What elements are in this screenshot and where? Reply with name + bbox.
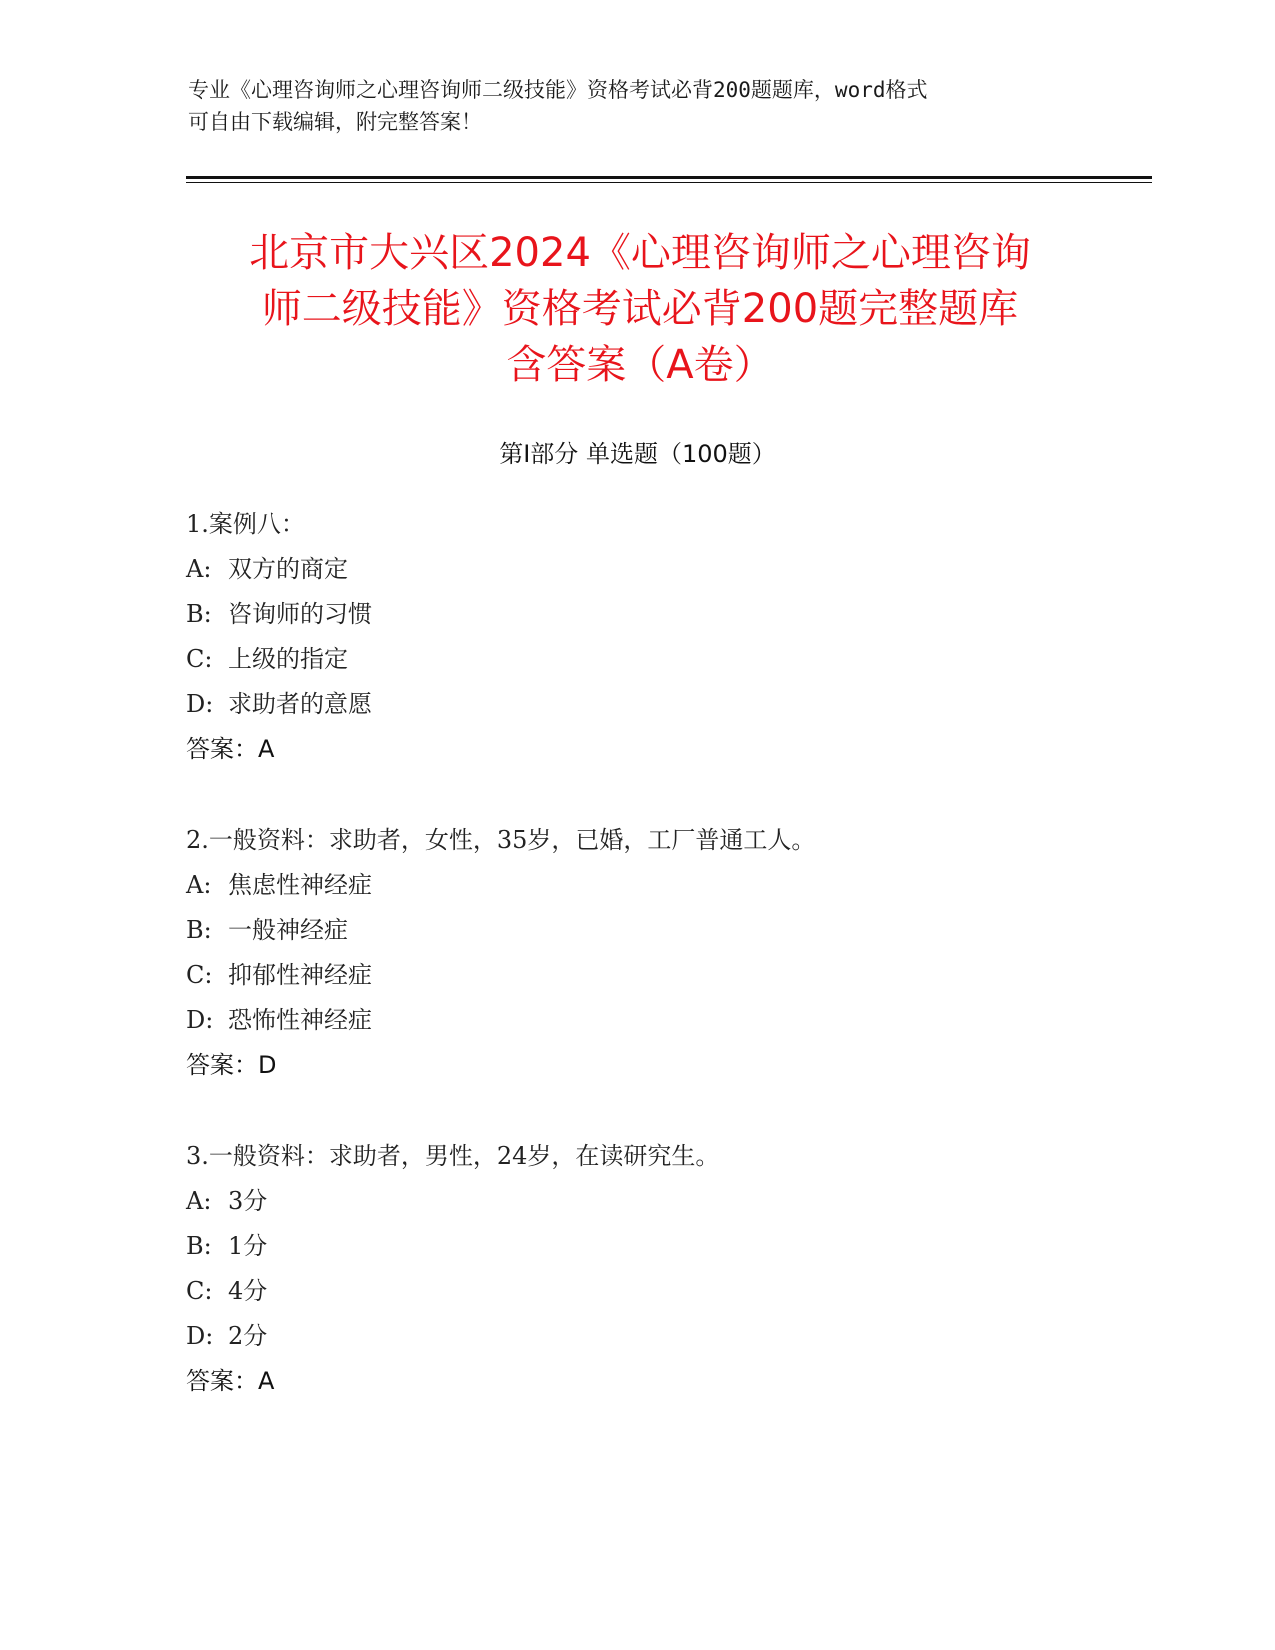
title-line: 含答案（A卷）: [506, 342, 774, 388]
question-option: [186, 547, 1146, 592]
question-option: [186, 863, 1146, 908]
option-text: 双方的商定: [228, 555, 348, 583]
question-answer: 答案：D: [186, 1051, 277, 1079]
option-text: 3分: [228, 1187, 268, 1215]
option-text: 咨询师的习惯: [228, 600, 372, 628]
question-answer: 答案：A: [186, 1367, 275, 1395]
option-letter: C:: [186, 1277, 213, 1305]
question-option: [186, 998, 1146, 1043]
header-note-line: 可自由下载编辑，附完整答案！: [188, 110, 482, 134]
option-letter: A:: [186, 871, 212, 899]
header-divider-thick: [186, 176, 1152, 179]
option-letter: D:: [186, 1322, 214, 1350]
question-option: [186, 953, 1146, 998]
option-text: 2分: [228, 1322, 268, 1350]
option-letter: C:: [186, 645, 213, 673]
option-letter: D:: [186, 690, 214, 718]
option-text: 抑郁性神经症: [228, 961, 372, 989]
question-option: [186, 908, 1146, 953]
option-letter: C:: [186, 961, 213, 989]
question-option: [186, 682, 1146, 727]
option-letter: D:: [186, 1006, 214, 1034]
option-letter: B:: [186, 916, 212, 944]
question-item: [186, 818, 1146, 1088]
document-title: [170, 225, 1110, 393]
option-text: 求助者的意愿: [228, 690, 372, 718]
question-option: [186, 637, 1146, 682]
question-item: [186, 502, 1146, 772]
option-letter: B:: [186, 600, 212, 628]
option-text: 上级的指定: [228, 645, 348, 673]
question-answer: 答案：A: [186, 735, 275, 763]
option-text: 4分: [228, 1277, 268, 1305]
option-text: 1分: [228, 1232, 268, 1260]
question-option: [186, 592, 1146, 637]
question-option: [186, 1224, 1146, 1269]
question-item: [186, 1134, 1146, 1404]
header-note: [188, 74, 1068, 138]
option-text: 一般神经症: [228, 916, 348, 944]
question-option: [186, 1269, 1146, 1314]
title-line: 师二级技能》资格考试必背200题完整题库: [261, 286, 1019, 332]
title-line: 北京市大兴区2024《心理咨询师之心理咨询: [249, 230, 1031, 276]
option-text: 焦虑性神经症: [228, 871, 372, 899]
question-option: [186, 1179, 1146, 1224]
option-text: 恐怖性神经症: [228, 1006, 372, 1034]
option-letter: A:: [186, 555, 212, 583]
option-letter: A:: [186, 1187, 212, 1215]
header-divider-thin: [186, 182, 1152, 183]
question-stem: 2.一般资料：求助者，女性，35岁，已婚，工厂普通工人。: [186, 826, 816, 854]
header-note-line: 专业《心理咨询师之心理咨询师二级技能》资格考试必背200题题库，word格式: [188, 78, 928, 102]
question-option: [186, 1314, 1146, 1359]
section-heading: 第Ⅰ部分 单选题（100题）: [499, 440, 776, 468]
question-stem: 3.一般资料：求助者，男性，24岁，在读研究生。: [186, 1142, 720, 1170]
option-letter: B:: [186, 1232, 212, 1260]
question-stem: 1.案例八：: [186, 510, 305, 538]
